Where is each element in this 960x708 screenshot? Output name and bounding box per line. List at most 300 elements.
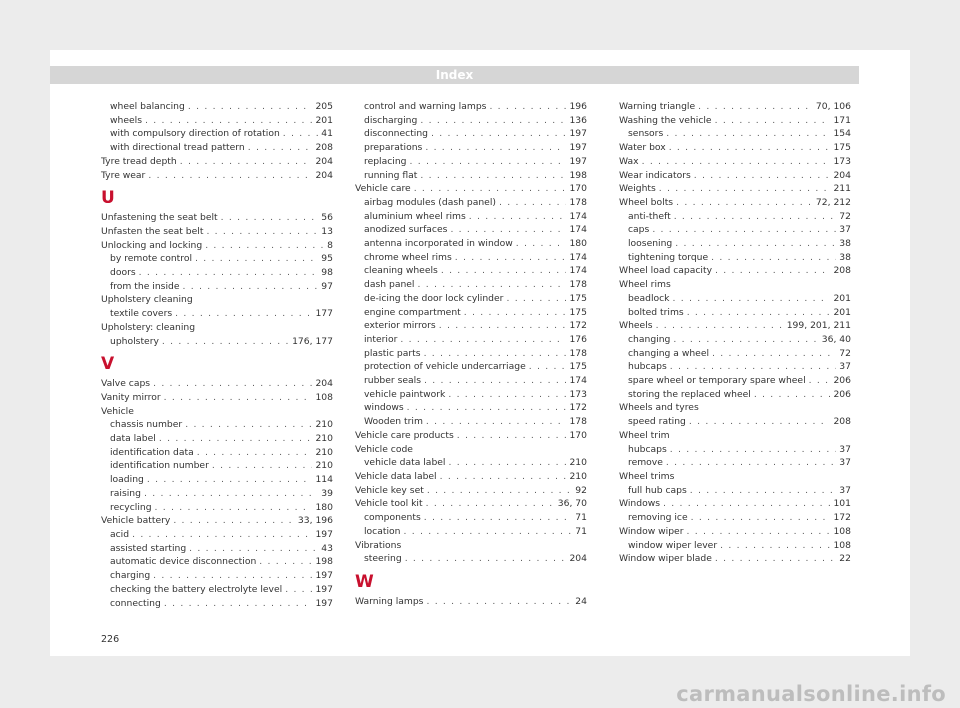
entry-page-ref: 95 (321, 253, 333, 265)
dot-leader (212, 459, 313, 473)
entry-page-ref: 175 (569, 361, 587, 373)
entry-term: from the inside (110, 280, 180, 292)
dot-leader (162, 335, 289, 349)
index-subentry (355, 552, 587, 566)
index-entry (101, 239, 333, 253)
entry-page-ref: 204 (569, 553, 587, 565)
index-heading: Wheel trim (619, 429, 670, 441)
entry-term: Vanity mirror (101, 391, 161, 403)
index-entry (619, 155, 851, 169)
entry-page-ref: 170 (569, 183, 587, 195)
dot-leader (132, 528, 312, 542)
dot-leader (439, 319, 567, 333)
index-heading: Vibrations (355, 539, 402, 551)
entry-page-ref: 108 (315, 391, 333, 403)
entry-term: preparations (364, 142, 423, 154)
index-entry (619, 525, 851, 539)
index-subentry (619, 251, 851, 265)
entry-term: doors (110, 267, 136, 279)
dot-leader (673, 292, 831, 306)
dot-leader (455, 251, 567, 265)
dot-leader (687, 306, 831, 320)
dot-leader (670, 360, 837, 374)
index-subentry (619, 210, 851, 224)
entry-term: loosening (628, 238, 673, 250)
dot-leader (715, 264, 830, 278)
entry-page-ref: 210 (569, 470, 587, 482)
entry-page-ref: 33, 196 (297, 515, 333, 527)
index-entry (355, 182, 587, 196)
dot-leader (153, 569, 312, 583)
entry-page-ref: 204 (833, 169, 851, 181)
index-subentry (355, 401, 587, 415)
entry-term: identification number (110, 460, 209, 472)
index-subentry (619, 292, 851, 306)
entry-term: storing the replaced wheel (628, 388, 751, 400)
dot-leader (285, 583, 312, 597)
index-subentry (101, 473, 333, 487)
index-subentry (101, 432, 333, 446)
dot-leader (656, 319, 784, 333)
dot-leader (164, 597, 313, 611)
dot-leader (159, 432, 313, 446)
entry-page-ref: 210 (315, 460, 333, 472)
entry-page-ref: 72 (839, 347, 851, 359)
entry-page-ref: 201 (833, 292, 851, 304)
dot-leader (506, 292, 566, 306)
index-heading: Vehicle (101, 405, 134, 417)
entry-term: Vehicle battery (101, 515, 171, 527)
entry-term: de-icing the door lock cylinder (364, 292, 504, 304)
entry-term: with compulsory direction of rotation (110, 128, 280, 140)
entry-term: anodized surfaces (364, 224, 448, 236)
entry-term: steering (364, 553, 402, 565)
entry-page-ref: 41 (321, 128, 333, 140)
entry-term: Wooden trim (364, 416, 423, 428)
entry-page-ref: 8 (327, 239, 333, 251)
entry-page-ref: 210 (315, 446, 333, 458)
index-entry (355, 429, 587, 443)
entry-term: Wear indicators (619, 169, 691, 181)
index-subentry (101, 542, 333, 556)
index-subentry (101, 555, 333, 569)
dot-leader (489, 100, 566, 114)
entry-term: full hub caps (628, 484, 687, 496)
dot-leader (424, 347, 567, 361)
index-column-right (619, 100, 851, 566)
index-subentry (101, 528, 333, 542)
page-title: Index (50, 66, 859, 84)
index-subentry (101, 100, 333, 114)
index-heading: Vehicle code (355, 443, 413, 455)
index-entry (355, 470, 587, 484)
entry-page-ref: 37 (839, 224, 851, 236)
index-subentry (101, 266, 333, 280)
entry-page-ref: 198 (315, 556, 333, 568)
entry-page-ref: 175 (569, 306, 587, 318)
page-number: 226 (101, 634, 120, 645)
index-subentry (355, 511, 587, 525)
entry-term: removing ice (628, 512, 688, 524)
entry-term: exterior mirrors (364, 320, 436, 332)
entry-term: spare wheel or temporary spare wheel (628, 375, 806, 387)
dot-leader (144, 487, 318, 501)
entry-page-ref: 38 (839, 251, 851, 263)
entry-page-ref: 114 (315, 474, 333, 486)
entry-page-ref: 210 (315, 433, 333, 445)
index-subentry (355, 333, 587, 347)
dot-leader (147, 473, 313, 487)
dot-leader (441, 264, 567, 278)
entry-page-ref: 101 (833, 498, 851, 510)
entry-term: changing a wheel (628, 347, 710, 359)
dot-leader (259, 555, 312, 569)
index-subentry (619, 388, 851, 402)
entry-term: identification data (110, 446, 194, 458)
dot-leader (185, 418, 312, 432)
entry-page-ref: 197 (569, 155, 587, 167)
dot-leader (674, 210, 837, 224)
entry-page-ref: 173 (833, 155, 851, 167)
index-subentry (355, 347, 587, 361)
index-subentry (355, 223, 587, 237)
entry-term: Wheels (619, 320, 653, 332)
entry-term: Vehicle tool kit (355, 498, 423, 510)
dot-leader (659, 182, 831, 196)
entry-term: charging (110, 570, 151, 582)
entry-page-ref: 197 (315, 583, 333, 595)
entry-page-ref: 43 (321, 542, 333, 554)
entry-term: chrome wheel rims (364, 251, 452, 263)
dot-leader (448, 456, 566, 470)
index-subentry (101, 487, 333, 501)
entry-page-ref: 176, 177 (292, 335, 333, 347)
entry-page-ref: 211 (833, 183, 851, 195)
dot-leader (450, 223, 566, 237)
index-letter-heading: W (355, 571, 374, 592)
entry-term: windows (364, 402, 404, 414)
entry-term: Vehicle key set (355, 484, 424, 496)
entry-page-ref: 180 (315, 501, 333, 513)
index-subentry (619, 237, 851, 251)
dot-leader (464, 306, 567, 320)
index-subentry (355, 264, 587, 278)
entry-term: cleaning wheels (364, 265, 438, 277)
index-subentry (619, 511, 851, 525)
entry-page-ref: 199, 201, 211 (786, 320, 851, 332)
entry-term: chassis number (110, 419, 183, 431)
index-subentry (355, 360, 587, 374)
entry-term: discharging (364, 114, 418, 126)
entry-term: connecting (110, 597, 161, 609)
entry-page-ref: 174 (569, 265, 587, 277)
entry-page-ref: 97 (321, 280, 333, 292)
entry-term: Unfasten the seat belt (101, 225, 204, 237)
index-entry (619, 114, 851, 128)
dot-leader (689, 415, 831, 429)
entry-page-ref: 36, 40 (821, 333, 851, 345)
entry-term: raising (110, 487, 141, 499)
entry-page-ref: 154 (833, 128, 851, 140)
entry-page-ref: 172 (833, 512, 851, 524)
dot-leader (221, 211, 319, 225)
index-entry (619, 497, 851, 511)
entry-term: Vehicle care (355, 183, 411, 195)
index-entry (355, 497, 587, 511)
dot-leader (666, 127, 830, 141)
entry-term: antenna incorporated in window (364, 238, 513, 250)
index-subentry (619, 333, 851, 347)
entry-page-ref: 174 (569, 210, 587, 222)
index-heading: Wheels and tyres (619, 402, 699, 414)
entry-page-ref: 108 (833, 525, 851, 537)
index-subentry (619, 374, 851, 388)
index-subentry (101, 459, 333, 473)
entry-term: aluminium wheel rims (364, 210, 466, 222)
dot-leader (698, 100, 813, 114)
index-subentry (355, 415, 587, 429)
entry-page-ref: 178 (569, 416, 587, 428)
entry-term: wheels (110, 114, 142, 126)
entry-term: Water box (619, 142, 666, 154)
index-heading: Wheel rims (619, 279, 671, 291)
entry-page-ref: 174 (569, 375, 587, 387)
entry-term: upholstery (110, 335, 159, 347)
index-subentry (355, 155, 587, 169)
index-subentry (355, 210, 587, 224)
entry-term: engine compartment (364, 306, 461, 318)
index-subentry (355, 319, 587, 333)
entry-term: Window wiper blade (619, 553, 712, 565)
entry-page-ref: 177 (315, 308, 333, 320)
entry-term: components (364, 512, 421, 524)
entry-page-ref: 174 (569, 251, 587, 263)
index-entry (619, 196, 851, 210)
index-subentry (355, 127, 587, 141)
entry-term: dash panel (364, 279, 415, 291)
entry-term: vehicle data label (364, 457, 446, 469)
index-subentry (101, 446, 333, 460)
dot-leader (676, 196, 813, 210)
entry-term: rubber seals (364, 375, 422, 387)
dot-leader (417, 278, 566, 292)
entry-term: loading (110, 474, 144, 486)
dot-leader (715, 552, 836, 566)
entry-page-ref: 170 (569, 429, 587, 441)
entry-term: replacing (364, 155, 407, 167)
entry-page-ref: 24 (575, 595, 587, 607)
entry-term: anti-theft (628, 210, 671, 222)
index-subentry (355, 196, 587, 210)
index-subentry (619, 223, 851, 237)
index-subentry (355, 237, 587, 251)
dot-leader (809, 374, 831, 388)
entry-term: Windows (619, 498, 661, 510)
dot-leader (666, 456, 836, 470)
entry-term: caps (628, 224, 650, 236)
entry-page-ref: 13 (321, 225, 333, 237)
dot-leader (148, 169, 312, 183)
entry-term: window wiper lever (628, 539, 718, 551)
entry-term: beadlock (628, 292, 670, 304)
entry-page-ref: 39 (321, 487, 333, 499)
entry-page-ref: 72, 212 (815, 196, 851, 208)
entry-page-ref: 197 (315, 528, 333, 540)
dot-leader (715, 114, 831, 128)
dot-leader (183, 280, 319, 294)
index-subentry (355, 374, 587, 388)
entry-page-ref: 71 (575, 525, 587, 537)
dot-leader (283, 127, 319, 141)
entry-term: control and warning lamps (364, 101, 487, 112)
index-entry (619, 319, 851, 333)
dot-leader (691, 511, 831, 525)
index-entry (355, 595, 587, 609)
index-subentry (355, 251, 587, 265)
entry-page-ref: 178 (569, 347, 587, 359)
entry-term: bolted trims (628, 306, 684, 318)
index-subentry (355, 292, 587, 306)
entry-page-ref: 208 (315, 142, 333, 154)
dot-leader (175, 307, 312, 321)
entry-term: Valve caps (101, 378, 151, 390)
dot-leader (499, 196, 566, 210)
entry-term: disconnecting (364, 128, 429, 140)
entry-term: checking the battery electrolyte level (110, 583, 283, 595)
index-subentry (355, 141, 587, 155)
entry-page-ref: 37 (839, 484, 851, 496)
entry-page-ref: 98 (321, 267, 333, 279)
entry-term: Warning lamps (355, 595, 424, 607)
dot-leader (403, 525, 572, 539)
entry-page-ref: 208 (833, 416, 851, 428)
entry-term: location (364, 525, 401, 537)
entry-term: Wheel load capacity (619, 265, 713, 277)
index-subentry (101, 569, 333, 583)
dot-leader (407, 401, 567, 415)
index-column-middle (355, 100, 587, 609)
entry-page-ref: 36, 70 (557, 498, 587, 510)
entry-page-ref: 174 (569, 224, 587, 236)
dot-leader (448, 388, 566, 402)
dot-leader (669, 141, 831, 155)
entry-term: remove (628, 457, 663, 469)
index-entry (619, 552, 851, 566)
index-subentry (355, 306, 587, 320)
entry-page-ref: 172 (569, 320, 587, 332)
dot-leader (440, 470, 567, 484)
dot-leader (712, 347, 836, 361)
dot-leader (188, 100, 313, 114)
entry-page-ref: 37 (839, 457, 851, 469)
entry-term: Wax (619, 155, 639, 167)
dot-leader (675, 237, 836, 251)
entry-term: wheel balancing (110, 101, 185, 112)
dot-leader (414, 182, 567, 196)
entry-page-ref: 175 (569, 292, 587, 304)
dot-leader (205, 239, 324, 253)
index-entry (355, 484, 587, 498)
index-subentry (355, 456, 587, 470)
entry-term: Tyre wear (101, 169, 146, 181)
dot-leader (420, 169, 566, 183)
entry-term: Weights (619, 183, 656, 195)
entry-term: running flat (364, 169, 418, 181)
entry-page-ref: 197 (315, 597, 333, 609)
entry-term: hubcaps (628, 361, 667, 373)
entry-page-ref: 201 (315, 114, 333, 126)
entry-page-ref: 197 (569, 142, 587, 154)
dot-leader (427, 484, 572, 498)
index-subentry (101, 280, 333, 294)
entry-page-ref: 204 (315, 169, 333, 181)
entry-term: plastic parts (364, 347, 421, 359)
entry-page-ref: 175 (833, 142, 851, 154)
entry-term: sensors (628, 128, 664, 140)
dot-leader (155, 501, 313, 515)
dot-leader (426, 595, 572, 609)
index-subentry (619, 484, 851, 498)
entry-page-ref: 201 (833, 306, 851, 318)
entry-page-ref: 56 (321, 212, 333, 224)
dot-leader (180, 155, 313, 169)
dot-leader (469, 210, 567, 224)
entry-term: Unfastening the seat belt (101, 212, 218, 224)
index-subentry (619, 539, 851, 553)
entry-page-ref: 197 (315, 570, 333, 582)
entry-term: textile covers (110, 308, 173, 320)
entry-page-ref: 210 (569, 457, 587, 469)
entry-term: Vehicle data label (355, 470, 437, 482)
entry-term: data label (110, 433, 156, 445)
index-subentry (101, 597, 333, 611)
entry-page-ref: 197 (569, 128, 587, 140)
index-entry (619, 169, 851, 183)
entry-page-ref: 176 (569, 333, 587, 345)
entry-page-ref: 38 (839, 238, 851, 250)
index-subentry (101, 141, 333, 155)
index-subentry (101, 501, 333, 515)
index-letter-heading: V (101, 354, 115, 375)
entry-term: by remote control (110, 253, 193, 265)
dot-leader (420, 114, 566, 128)
dot-leader (197, 446, 313, 460)
dot-leader (426, 497, 555, 511)
dot-leader (663, 497, 830, 511)
dot-leader (457, 429, 567, 443)
entry-term: airbag modules (dash panel) (364, 196, 496, 208)
watermark: carmanualsonline.info (676, 682, 946, 706)
entry-term: Vehicle care products (355, 429, 454, 441)
index-subentry (355, 278, 587, 292)
entry-page-ref: 205 (315, 101, 333, 112)
index-subentry (101, 114, 333, 128)
dot-leader (195, 252, 318, 266)
entry-page-ref: 180 (569, 238, 587, 250)
index-subentry (619, 306, 851, 320)
index-subentry (101, 418, 333, 432)
dot-leader (652, 223, 836, 237)
index-letter-heading: U (101, 188, 115, 209)
entry-page-ref: 172 (569, 402, 587, 414)
entry-term: vehicle paintwork (364, 388, 446, 400)
index-entry (619, 264, 851, 278)
index-subentry (355, 169, 587, 183)
dot-leader (529, 360, 567, 374)
entry-term: tightening torque (628, 251, 709, 263)
index-subentry (355, 525, 587, 539)
entry-page-ref: 37 (839, 443, 851, 455)
